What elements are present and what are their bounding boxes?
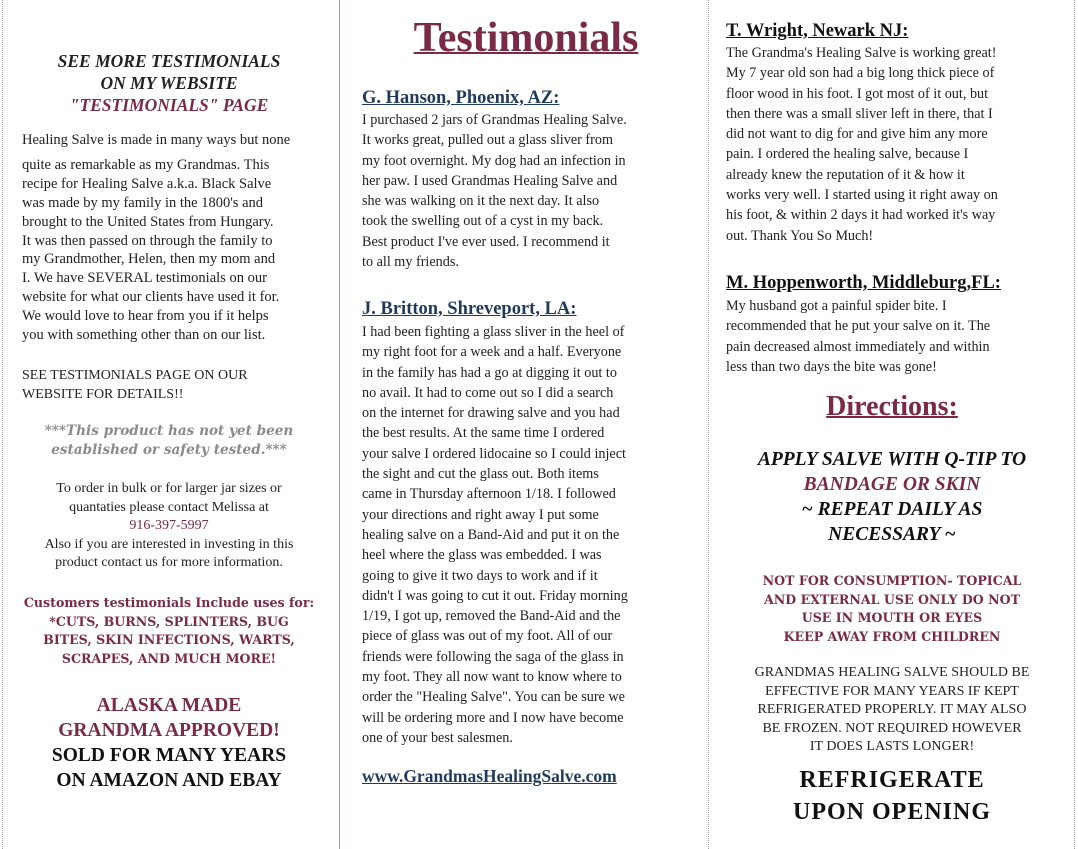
right-border-line [1074,0,1075,849]
phone-number: 916-397-5997 [129,518,209,533]
safety-disclaimer: ***This product has not yet been established or safety tested.*** [44,423,294,458]
website-link[interactable]: www.GrandmasHealingSalve.com [362,766,617,786]
intro-paragraph: Healing Salve is made in many ways but none quite as remarkable as my Grandmas. This recipe for Healing Salve a.k.a. Black Salve was made by my family in the 1800's and brought to the United States from Hungary. It was then passed on through the family to my Grandmother, Helen, then my mom and I. We have SEVERAL testimonials on our website for what our clients have used it for. We would love to hear from you if it helps you with something other than on our list. [22,132,291,344]
directions-title: Directions: [826,391,958,422]
storage-note: GRANDMAS HEALING SALVE SHOULD BE EFFECTIVE FOR MANY YEARS IF KEPT REFRIGERATED PROPERLY. IT MAY ALSO BE FROZEN. NOT REQUIRED HOWEVER IT DOES LASTS LONGER! [754,665,1030,754]
column-divider-1 [339,0,340,849]
testimonial-3-name: T. Wright, Newark NJ: [726,21,909,41]
alaska-made-block: ALASKA MADE GRANDMA APPROVED! SOLD FOR MANY YEARS ON AMAZON AND EBAY [51,695,287,791]
testimonial-1-name: G. Hanson, Phoenix, AZ: [362,88,560,108]
testimonial-4-text: My husband got a painful spider bite. I recommended that he put your salve on it. The pain decreased almost immediately and within less than two days the bite was gone! [726,298,991,375]
safety-warning: NOT FOR CONSUMPTION- TOPICAL AND EXTERNAL USE ONLY DO NOT USE IN MOUTH OR EYES KEEP AWAY FROM CHILDREN [762,573,1022,644]
testimonial-2-name: J. Britton, Shreveport, LA: [362,299,577,319]
testimonial-4-name: M. Hoppenworth, Middleburg,FL: [726,273,1001,293]
more-testimonials-heading: SEE MORE TESTIMONIALS ON MY WEBSITE "TESTIMONIALS" PAGE [57,51,281,115]
column-divider-2 [708,0,709,849]
directions-text: APPLY SALVE WITH Q-TIP TO BANDAGE OR SKIN ~ REPEAT DAILY AS NECESSARY ~ [757,449,1027,545]
see-testimonials-note: SEE TESTIMONIALS PAGE ON OUR WEBSITE FOR DETAILS!! [22,368,248,402]
refrigerate-notice: REFRIGERATE UPON OPENING [793,767,991,825]
testimonial-1-text: I purchased 2 jars of Grandmas Healing Salve. It works great, pulled out a glass sliver from my foot overnight. My dog had an infection in her paw. I used Grandmas Healing Salve and she was walking on it the next day. It also took the swelling out of a cyst in my back. Best product I've ever used. I recommend it to all my friends. [362,112,627,271]
order-info: To order in bulk or for larger jar sizes or quantaties please contact Melissa at 916-397-5997 Also if you are interested in investing in this product contact us for more information. [14,480,324,573]
left-border-line [2,0,3,849]
testimonial-3-text: The Grandma's Healing Salve is working great! My 7 year old son had a big long thick piece of floor wood in his foot. I got most of it out, but then there was a small sliver left in there, that I did not want to dig for and give him any more pain. I ordered the healing salve, because I already knew the reputation of it & how it works very well. I started using it right away on his foot, & within 2 days it had worked it's way out. Thank You So Much! [726,45,998,244]
uses-list: Customers testimonials Include uses for: *CUTS, BURNS, SPLINTERS, BUG BITES, SKIN INFECTIONS, WARTS, SCRAPES, AND MUCH MORE! [23,595,315,666]
page-title: Testimonials [413,15,639,61]
testimonial-2-text: I had been fighting a glass sliver in the heel of my right foot for a week and a half. Everyone in the family has had a go at digging it out to no avail. It had to come out so I did a search on the internet for drawing salve and you had the best results. At the same time I ordered your salve I ordered lidocaine so I could inject the sight and cut the glass out. Both items came in Thursday afternoon 1/18. I followed your directions and right away I put some healing salve on a Band-Aid and put it on the heel where the glass was embedded. I was going to give it two days to work and if it didn't I was going to cut it out. Friday morning 1/19, I got up, removed the Band-Aid and the piece of glass was out of my foot. All of our friends were following the saga of the glass in my foot. They all now want to know where to order the "Healing Salve". You can be sure we will be ordering more and I now have become one of your best salesmen. [362,324,628,746]
